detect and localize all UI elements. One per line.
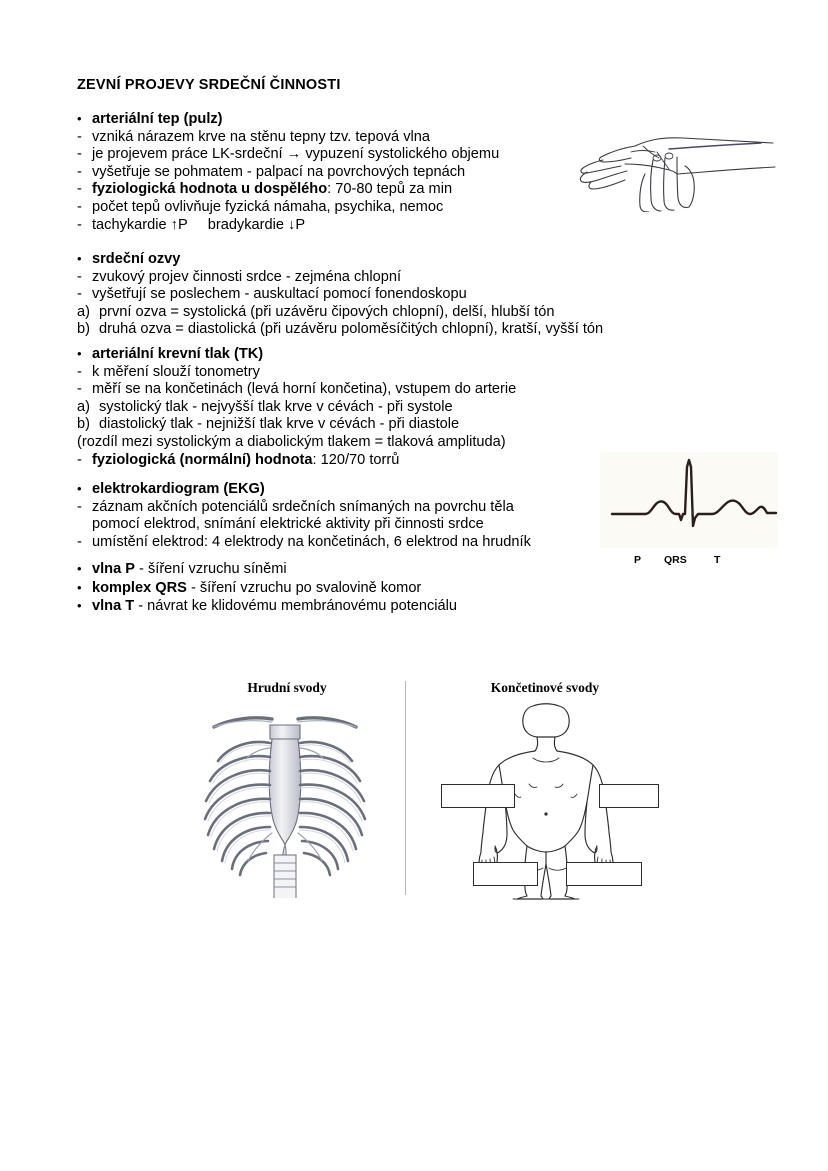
lead-label-box-right-arm[interactable]: [441, 784, 515, 808]
dash-icon: -: [77, 163, 82, 180]
blood-pressure-note: (rozdíl mezi systolickým a diabolickým tlakem = tlaková amplituda): [77, 433, 506, 450]
bullet-icon: •: [77, 561, 82, 576]
pulse-line-3: - vyšetřuje se pohmatem - palpací na povrchových tepnách: [77, 163, 466, 180]
dash-icon: -: [77, 216, 82, 233]
section-blood-pressure: [77, 345, 516, 469]
bullet-icon: •: [77, 579, 82, 595]
lead-label-box-left-leg[interactable]: [566, 862, 642, 886]
blood-pressure-item-b: b) diastolický tlak - nejnižší tlak krve v cévách - při diastole: [77, 416, 460, 433]
ekg-label-p: P: [634, 554, 642, 566]
ekg-wave-t: • vlna T - návrat ke klidovému membránovému potenciálu: [77, 598, 458, 615]
section-heading-ekg: • elektrokardiogram (EKG): [77, 481, 265, 497]
dash-icon: -: [77, 181, 82, 198]
heart-sounds-item-a: a) první ozva = systolická (při uzávěru čipových chlopní), delší, hlubší tón: [77, 303, 555, 320]
ekg-line-2: - umístění elektrod: 4 elektrody na končetinách, 6 elektrod na hrudník: [77, 533, 531, 550]
bullet-icon: •: [77, 346, 82, 361]
section-ekg-waves: [77, 560, 457, 616]
dash-icon: -: [77, 498, 82, 515]
figure-caption-chest-leads: Hrudní svody: [247, 680, 327, 695]
list-marker: a): [77, 303, 90, 320]
blood-pressure-item-a: a) systolický tlak - nejvyšší tlak krve v cévách - při systole: [77, 398, 453, 415]
ekg-label-t: T: [714, 554, 721, 566]
dash-icon: -: [77, 381, 82, 398]
pulse-palpation-illustration: [565, 112, 780, 212]
lead-label-box-left-arm[interactable]: [599, 784, 659, 808]
section-heading-heart-sounds: • srdeční ozvy: [77, 251, 181, 267]
dash-icon: -: [77, 146, 82, 163]
figure-caption-limb-leads: Končetinové svody: [490, 680, 600, 695]
section-heart-sounds: [77, 250, 603, 339]
bullet-icon: •: [77, 481, 82, 496]
pulse-line-2: - je projevem práce LK-srdeční → vypuzení systolického objemu: [77, 146, 500, 163]
section-ekg: [77, 480, 531, 551]
dash-icon: -: [77, 128, 82, 145]
bullet-icon: •: [77, 251, 82, 266]
ekg-wave-labels: [600, 554, 778, 570]
ekg-line-1-continued: pomocí elektrod, snímání elektrické aktivity při činnosti srdce: [92, 516, 484, 533]
ekg-label-qrs: QRS: [664, 554, 687, 566]
list-marker: b): [77, 321, 90, 338]
ekg-line-1: - záznam akčních potenciálů srdečních snímaných na povrchu těla: [77, 498, 514, 515]
heart-sounds-line-1: - zvukový projev činnosti srdce - zejména chlopní: [77, 268, 402, 285]
pulse-line-1: - vzniká nárazem krve na stěnu tepny tzv. tepová vlna: [77, 128, 430, 145]
list-marker: b): [77, 416, 90, 433]
dash-icon: -: [77, 363, 82, 380]
dash-icon: -: [77, 198, 82, 215]
page-title: ZEVNÍ PROJEVY SRDEČNÍ ČINNOSTI: [77, 77, 341, 93]
blood-pressure-physiological-value: - fyziologická (normální) hodnota : 120/70 torrů: [77, 451, 400, 468]
ekg-wave-qrs: • komplex QRS - šíření vzruchu po svalovině komor: [77, 579, 422, 596]
bullet-icon: •: [77, 598, 82, 614]
pulse-line-5: - tachykardie ↑P bradykardie ↓P: [77, 216, 306, 233]
blood-pressure-line-1: - k měření slouží tonometry: [77, 363, 260, 380]
bullet-icon: •: [77, 111, 82, 126]
blood-pressure-line-2: - měří se na končetinách (levá horní končetina), vstupem do arterie: [77, 381, 517, 398]
section-heading-pulse: • arteriální tep (pulz): [77, 111, 223, 127]
ekg-wave-p: • vlna P - šíření vzruchu síněmi: [77, 561, 287, 577]
ekg-waveform-figure: [600, 452, 778, 548]
heart-sounds-line-2: - vyšetřují se poslechem - auskultací pomocí fonendoskopu: [77, 286, 467, 303]
pulse-line-4: - počet tepů ovlivňuje fyzická námaha, psychika, nemoc: [77, 198, 444, 215]
lead-label-box-right-leg[interactable]: [473, 862, 538, 886]
section-arterial-pulse: [77, 110, 499, 234]
thorax-ribcage-illustration: [196, 703, 374, 898]
dash-icon: -: [77, 451, 82, 468]
dash-icon: -: [77, 533, 82, 550]
heart-sounds-item-b: b) druhá ozva = diastolická (při uzávěru poloměsíčitých chlopní), kratší, vyšší tón: [77, 321, 604, 338]
figure-divider: [405, 681, 406, 895]
dash-icon: -: [77, 268, 82, 285]
dash-icon: -: [77, 286, 82, 303]
section-heading-blood-pressure: • arteriální krevní tlak (TK): [77, 346, 264, 362]
pulse-physiological-value: - fyziologická hodnota u dospělého : 70-80 tepů za min: [77, 181, 453, 198]
list-marker: a): [77, 398, 90, 415]
